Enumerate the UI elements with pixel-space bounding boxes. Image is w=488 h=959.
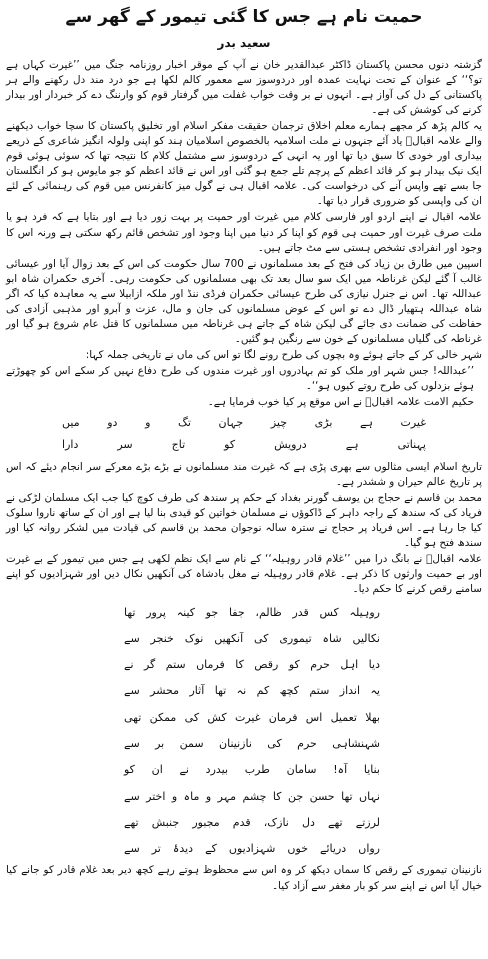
article-paragraph: محمد بن قاسم نے حجاج بن یوسف گورنر بغداد کے حکم پر سندھ کی طرف کوچ کیا جب ایک مسلمان لڑکی نے فریاد کی کہ سندھ کے راجہ داہر کے ڈاکوؤں نے مسلمان خواتین کو قیدی بنا لیا ہے اور ان کے ساتھ ناروا سلوک کیا جا رہا ہے۔ اس فریاد پر حجاج نے سترہ سالہ نوجوان محمد بن قاسم کی قیادت میں لشکر روانہ کیا اور سندھ فتح ہو گیا۔ xyxy=(6,492,482,550)
article-paragraph: حکیم الامت علامہ اقبالؒ نے اس موقع پر کیا خوب فرمایا ہے۔ xyxy=(207,396,474,409)
article-headline: حمیت نام ہے جس کا گئی تیمور کے گھر سے xyxy=(65,7,423,27)
verse-word: دارا xyxy=(62,438,79,452)
verse-word: چیز xyxy=(270,416,288,430)
poem-line: شہنشاہی حرم کی نازنینان سمن بر سے xyxy=(124,736,380,750)
poem-line: لرزتے تھے دل نازک، قدم مجبور جنبش تھے xyxy=(124,815,380,829)
article-page xyxy=(6,0,482,894)
article-paragraph: گزشتہ دنوں محسن پاکستان ڈاکٹر عبدالقدیر خان نے آپ کے موقر اخبار روزنامہ جنگ میں ’’غیرت کہاں ہے تو؟‘‘ کے عنوان کے تحت نہایت عمدہ اور دردوسوز سے معمور کالم لکھا ہے جو درد مند دل رکھنے والے ہر پاکستانی کے دل کی آواز ہے۔ انہوں نے بر وقت خواب غفلت میں گرفتار قوم کو وارننگ دے کر خبردار اور بیدار کرنے کی کوشش کی ہے۔ xyxy=(6,59,482,117)
article-quote: ’’عبداللہ! جس شہر اور ملک کو تم بہادروں اور غیرت مندوں کی طرح دفاع نہیں کر سکے اس کو چھوڑتے ہوئے بزدلوں کی طرح روتے کیوں ہو‘‘۔ xyxy=(6,364,474,392)
verse-word: میں xyxy=(62,416,80,430)
verse-word: پہناتی xyxy=(397,438,426,452)
verse-word: جہان xyxy=(218,416,244,430)
article-closing-paragraph: نازنینان تیموری کے رقص کا سماں دیکھ کر وہ اس سے محظوظ ہوتے رہے کچھ دیر بعد غلام قادر کو جانے کیا خیال آیا اس نے اپنے سر کو بار مغفر سے آزاد کیا۔ xyxy=(6,864,482,892)
poem-line: یہ انداز ستم کچھ کم نہ تھا آثار محشر سے xyxy=(124,684,380,698)
verse-word: تاج xyxy=(171,438,186,452)
verse-word: ہے xyxy=(345,438,359,452)
article-paragraph: یہ کالم پڑھ کر مجھے ہمارے معلم اخلاق ترجمان حقیقت مفکر اسلام اور تخلیق پاکستان کا سچا خواب دیکھنے والے علامہ اقبالؒ یاد آئے جنہوں نے ملت اسلامیہ بالخصوص اسلامیان ہند کو اپنی ولولہ انگیز شاعری کے ذریعے بیداری اور خودی کا سبق دیا تھا اور یہ انہی کے دردوسوز سے مشتمل کلام کا نتیجہ تھا کہ سوئی ہوئی قوم ایک نیک بیدار ہو کر قائد اعظم کے پرچم تلے جمع ہو گئی اور اس نے قائد اعظم کو جو مایوس ہو کر انگلستان جا بسے تھے واپس آنے کی درخواست کی۔ علامہ اقبال ہی نے گول میز کانفرنس میں قوم کی رہنمائی کے لئے ان کی واپسی کو ضروری قرار دیا تھا۔ xyxy=(6,120,482,208)
poem-line: دیا اہل حرم کو رقص کا فرماں ستم گر نے xyxy=(124,658,380,672)
verse-couplet xyxy=(6,412,482,456)
poem-line: نکالیں شاہ تیموری کی آنکھیں نوک خنجر سے xyxy=(124,631,380,645)
verse-word: و xyxy=(145,416,151,430)
verse-word: سر xyxy=(117,438,133,452)
poem-block xyxy=(6,600,482,863)
verse-word: تگ xyxy=(178,416,191,430)
verse-word: بڑی xyxy=(314,416,333,430)
article-byline: سعید بدر xyxy=(217,36,271,50)
verse-word: غیرت xyxy=(400,416,426,430)
verse-word: درویش xyxy=(274,438,307,452)
poem-line: رواں دریائے خوں شہزادیوں کے دیدۂ تر سے xyxy=(124,842,380,856)
article-paragraph: اسپین میں طارق بن زیاد کی فتح کے بعد مسلمانوں نے 700 سال حکومت کی اس کے بعد زوال آیا اور عیسائی غالب آ گئے لیکن غرناطہ میں ایک سو سال بعد تک بھی مسلمانوں کی حکومت رہی۔ آخری حکمران شاہ ابو عبداللہ تھا۔ اس نے جنرل نیازی کی طرح عیسائی حکمران فرڈی ننڈ اور ملکہ ازابیلا سے یہ معاہدہ کیا کہ اگر شاہ عبداللہ ہتھیار ڈال دے تو اس کے عوض مسلمانوں کی جان و مال، عزت و آبرو اور مذہبی آزادی کی حفاظت کی ضمانت دی جائے گی لیکن شاہ کے جاتے ہی غرناطہ میں مسلمانوں کا قتل عام شروع ہو گیا اور غرناطہ کی گلیاں مسلمانوں کے خون سے رنگین ہو گئیں۔ xyxy=(6,257,482,345)
poem-line: بھلا تعمیل اس فرمان غیرت کش کی ممکن تھی xyxy=(124,710,380,724)
poem-line: نہاں تھا حسن جن کا چشم مہر و ماہ و اختر سے xyxy=(124,789,380,803)
article-paragraph: علامہ اقبالؒ نے بانگ درا میں ’’غلام قادر روہیلہ‘‘ کے نام سے ایک نظم لکھی ہے جس میں تیمور کے بے غیرت اور بے حمیت وارثوں کا ذکر ہے۔ غلام قادر روہیلہ نے مغل بادشاہ کی آنکھیں نکال دیں اور شہزادیوں کو اپنے سامنے رقص کرنے کا حکم دیا۔ xyxy=(6,553,482,596)
article-paragraph: شہر خالی کر کے جاتے ہوئے وہ بچوں کی طرح رونے لگا تو اس کی ماں نے تاریخی جملہ کہا: xyxy=(85,348,482,361)
poem-line: بنایا آہ! سامان طرب بیدرد نے ان کو xyxy=(124,763,380,777)
verse-line-1 xyxy=(6,412,482,434)
verse-word: کو xyxy=(224,438,236,452)
verse-word: دو xyxy=(107,416,118,430)
verse-line-2 xyxy=(6,434,482,456)
verse-word: ہے xyxy=(360,416,373,430)
article-paragraph: علامہ اقبال نے اپنے اردو اور فارسی کلام میں غیرت اور حمیت پر بہت زور دیا ہے اور بتایا ہے کہ فرد ہو یا ملت صرف غیرت اور حمیت ہی قوم کو اپنا کر دنیا میں اپنا وجود اور تشخص قائم رکھ سکتی ہے ورنہ اس کا وجود اور انفرادی تشخص ہستی سے مٹ جاتے ہیں۔ xyxy=(6,211,482,254)
article-paragraph: تاریخ اسلام ایسی مثالوں سے بھری پڑی ہے کہ غیرت مند مسلمانوں نے بڑے بڑے معرکے سر انجام دیئے کہ اس پر تاریخ عالم حیران و ششدر ہے۔ xyxy=(6,461,482,489)
poem-line: روہیلہ کس قدر ظالم، جفا جو کینہ پرور تھا xyxy=(124,605,380,619)
